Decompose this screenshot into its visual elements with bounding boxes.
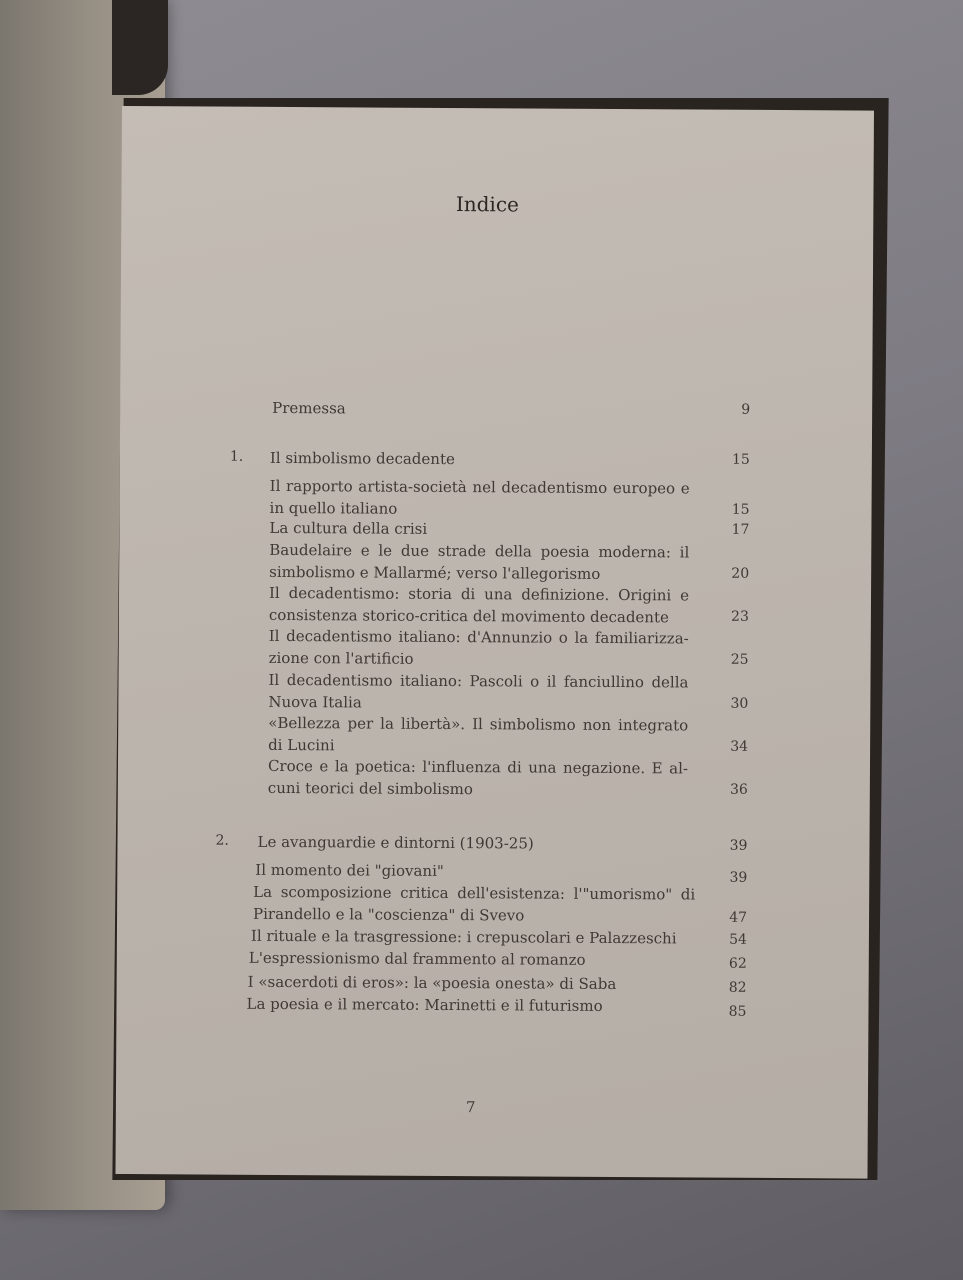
chapter-2-page: 39 (729, 837, 748, 854)
toc-entry: Baudelaire e le due strade della poesia moderna: il simbolismo e Mallarmé; verso l'allegorismo (269, 540, 690, 583)
toc-entry: L'espressionismo dal frammento al romanzo (248, 948, 586, 969)
chapter-1-title: Il simbolismo decadente (269, 448, 455, 469)
toc-entry-page: 15 (731, 501, 750, 518)
premessa-label: Premessa (272, 398, 346, 418)
toc-entry-page: 25 (730, 651, 749, 668)
toc-entry: Il rituale e la trasgressione: i crepuscolari e Palazzeschi (250, 926, 677, 948)
toc-entry: La scomposizione critica dell'esistenza: l'"umorismo" di Pirandello e la "coscienza" di Svevo (253, 882, 696, 925)
toc-entry-page: 47 (729, 909, 748, 926)
toc-entry-page: 82 (728, 979, 747, 996)
chapter-2-number: 2. (215, 832, 229, 849)
chapter-1-number: 1. (229, 448, 244, 465)
toc-title: Indice (455, 192, 519, 217)
toc-entry: Croce e la poetica: l'influenza di una negazione. E al-cuni teorici del simbolismo (267, 756, 689, 799)
toc-entry-page: 85 (728, 1003, 747, 1020)
toc-entry-page: 54 (729, 931, 747, 948)
toc-entry: Il rapporto artista-società nel decadentismo europeo e in quello italiano (269, 476, 690, 518)
toc-entry-page: 62 (728, 955, 747, 972)
toc-entry: Il decadentismo italiano: Pascoli o il fanciullino della Nuova Italia (268, 670, 689, 712)
toc-entry-page: 34 (730, 738, 749, 755)
premessa-page: 9 (741, 401, 751, 418)
toc-entry-page: 30 (730, 695, 749, 712)
toc-entry-page: 23 (731, 608, 749, 625)
toc-entry: Il momento dei "giovani" (255, 860, 444, 880)
toc-entry-page: 20 (731, 565, 750, 582)
toc-entry: La poesia e il mercato: Marinetti e il futurismo (246, 994, 603, 1015)
toc-entry-page: 36 (729, 781, 748, 798)
book-cover-edge (112, 0, 168, 95)
toc-entry: Il decadentismo italiano: d'Annunzio o la familiarizza-zione con l'artificio (268, 626, 689, 668)
toc-entry-page: 39 (729, 869, 748, 886)
chapter-1-page: 15 (731, 451, 750, 468)
toc-entry: Il decadentismo: storia di una definizione. Origini e consistenza storico-critica del movimento decadente (268, 583, 690, 627)
page-number: 7 (465, 1098, 476, 1117)
toc-entry-page: 17 (731, 521, 750, 538)
toc-entry: La cultura della crisi (269, 518, 428, 538)
toc-entry: I «sacerdoti di eros»: la «poesia onesta» di Saba (247, 972, 617, 994)
toc-entry: «Bellezza per la libertà». Il simbolismo non integrato di Lucini (268, 713, 689, 755)
chapter-2-title: Le avanguardie e dintorni (1903-25) (257, 832, 534, 853)
book-page (115, 106, 874, 1179)
